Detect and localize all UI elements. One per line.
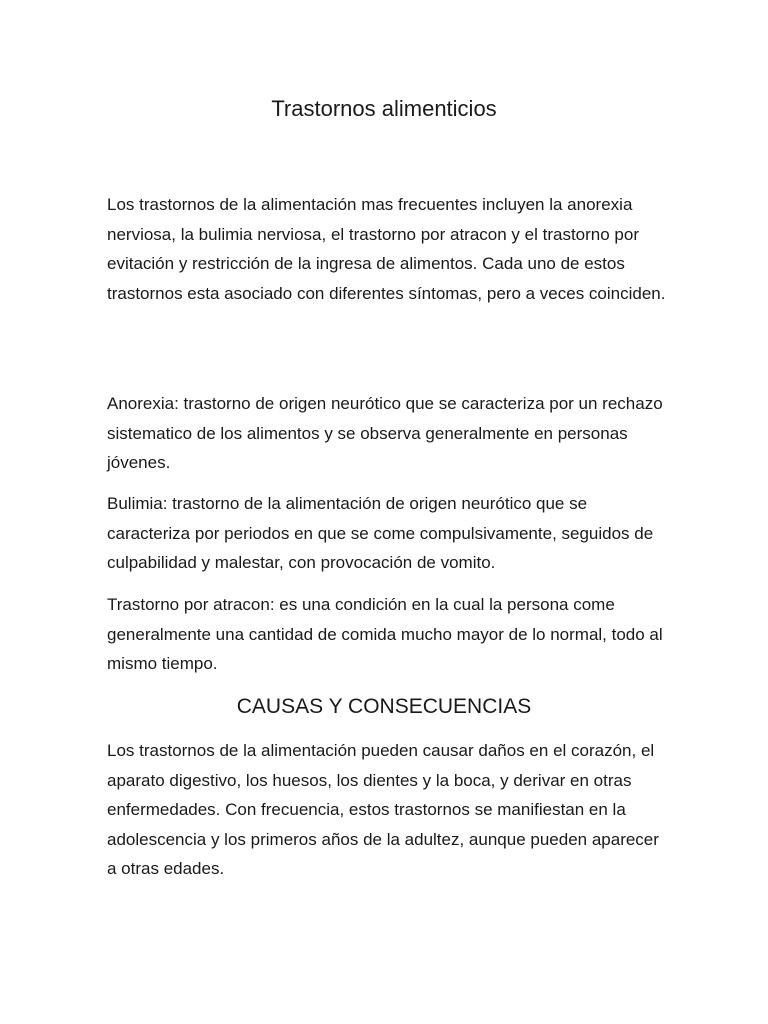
- document-title: Trastornos alimenticios: [271, 96, 497, 121]
- intro-paragraph: Los trastornos de la alimentación mas frecuentes incluyen la anorexia nerviosa, la bulimia nerviosa, el trastorno por atracon y el trastorno por evitación y restricción de la ingresa de alimentos. Cada uno de estos trastornos esta asociado con diferentes síntomas, pero a veces coinciden.: [107, 195, 666, 303]
- anorexia-paragraph: Anorexia: trastorno de origen neurótico que se caracteriza por un rechazo sistematico de los alimentos y se observa generalmente en personas jóvenes.: [107, 394, 663, 472]
- bulimia-paragraph: Bulimia: trastorno de la alimentación de origen neurótico que se caracteriza por periodos en que se come compulsivamente, seguidos de culpabilidad y malestar, con provocación de vomito.: [107, 494, 654, 572]
- causas-paragraph: Los trastornos de la alimentación pueden causar daños en el corazón, el aparato digestivo, los huesos, los dientes y la boca, y derivar en otras enfermedades. Con frecuencia, estos trastornos se manifiestan en la adolescencia y los primeros años de la adultez, aunque pueden aparecer a otras edades.: [107, 741, 659, 878]
- atracon-paragraph: Trastorno por atracon: es una condición en la cual la persona come generalmente una cantidad de comida mucho mayor de lo normal, todo al mismo tiempo.: [107, 595, 663, 673]
- section-heading: CAUSAS Y CONSECUENCIAS: [236, 695, 532, 718]
